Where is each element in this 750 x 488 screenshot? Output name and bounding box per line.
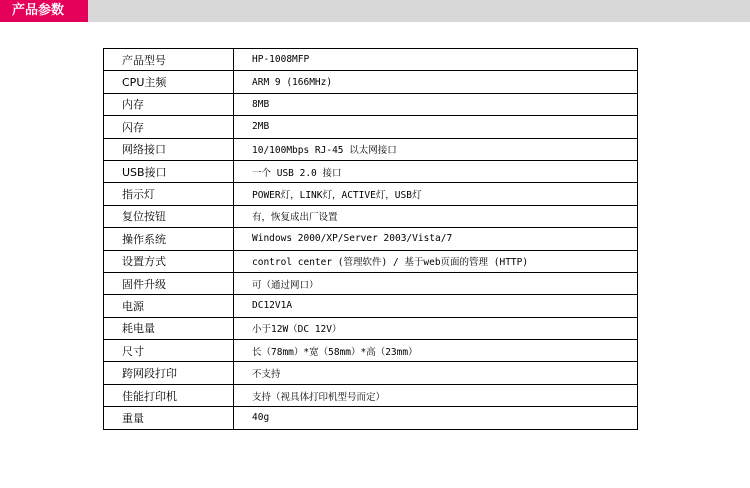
spec-value: 可（通过网口） [234, 272, 638, 294]
spec-value: 10/100Mbps RJ-45 以太网接口 [234, 138, 638, 160]
spec-row [104, 183, 638, 205]
spec-label: USB接口 [104, 160, 234, 182]
spec-value: 长（78mm）*宽（58mm）*高（23mm） [234, 340, 638, 362]
spec-label: 网络接口 [104, 138, 234, 160]
spec-label: 产品型号 [104, 49, 234, 71]
spec-label: 耗电量 [104, 317, 234, 339]
spec-row [104, 228, 638, 250]
spec-table [103, 48, 638, 430]
spec-row [104, 138, 638, 160]
spec-row [104, 71, 638, 93]
spec-label: 指示灯 [104, 183, 234, 205]
spec-value: control center (管理软件) / 基于web页面的管理 (HTTP) [234, 250, 638, 272]
spec-row [104, 116, 638, 138]
spec-row [104, 93, 638, 115]
spec-label: 跨网段打印 [104, 362, 234, 384]
spec-row [104, 407, 638, 429]
spec-row [104, 250, 638, 272]
spec-row [104, 295, 638, 317]
spec-value: 不支持 [234, 362, 638, 384]
spec-row [104, 317, 638, 339]
spec-table-body [104, 49, 638, 430]
spec-value: HP-1008MFP [234, 49, 638, 71]
spec-label: 尺寸 [104, 340, 234, 362]
section-header-bar [0, 0, 750, 22]
spec-label: 内存 [104, 93, 234, 115]
spec-label: 电源 [104, 295, 234, 317]
spec-label: 闪存 [104, 116, 234, 138]
spec-value: POWER灯，LINK灯，ACTIVE灯，USB灯 [234, 183, 638, 205]
spec-value: 有，恢复成出厂设置 [234, 205, 638, 227]
spec-value: 小于12W（DC 12V） [234, 317, 638, 339]
section-title: 产品参数 [0, 0, 88, 22]
spec-label: 复位按钮 [104, 205, 234, 227]
spec-row [104, 272, 638, 294]
spec-label: 固件升级 [104, 272, 234, 294]
spec-label: 设置方式 [104, 250, 234, 272]
spec-label: 操作系统 [104, 228, 234, 250]
spec-row [104, 362, 638, 384]
spec-value: 40g [234, 407, 638, 429]
spec-value: 支持（视具体打印机型号而定） [234, 384, 638, 406]
spec-label: 重量 [104, 407, 234, 429]
spec-value: Windows 2000/XP/Server 2003/Vista/7 [234, 228, 638, 250]
spec-row [104, 384, 638, 406]
spec-row [104, 340, 638, 362]
spec-row [104, 205, 638, 227]
spec-value: 8MB [234, 93, 638, 115]
spec-row [104, 49, 638, 71]
spec-row [104, 160, 638, 182]
spec-value: 2MB [234, 116, 638, 138]
spec-label: CPU主频 [104, 71, 234, 93]
spec-label: 佳能打印机 [104, 384, 234, 406]
spec-value: ARM 9 (166MHz) [234, 71, 638, 93]
spec-value: DC12V1A [234, 295, 638, 317]
spec-value: 一个 USB 2.0 接口 [234, 160, 638, 182]
